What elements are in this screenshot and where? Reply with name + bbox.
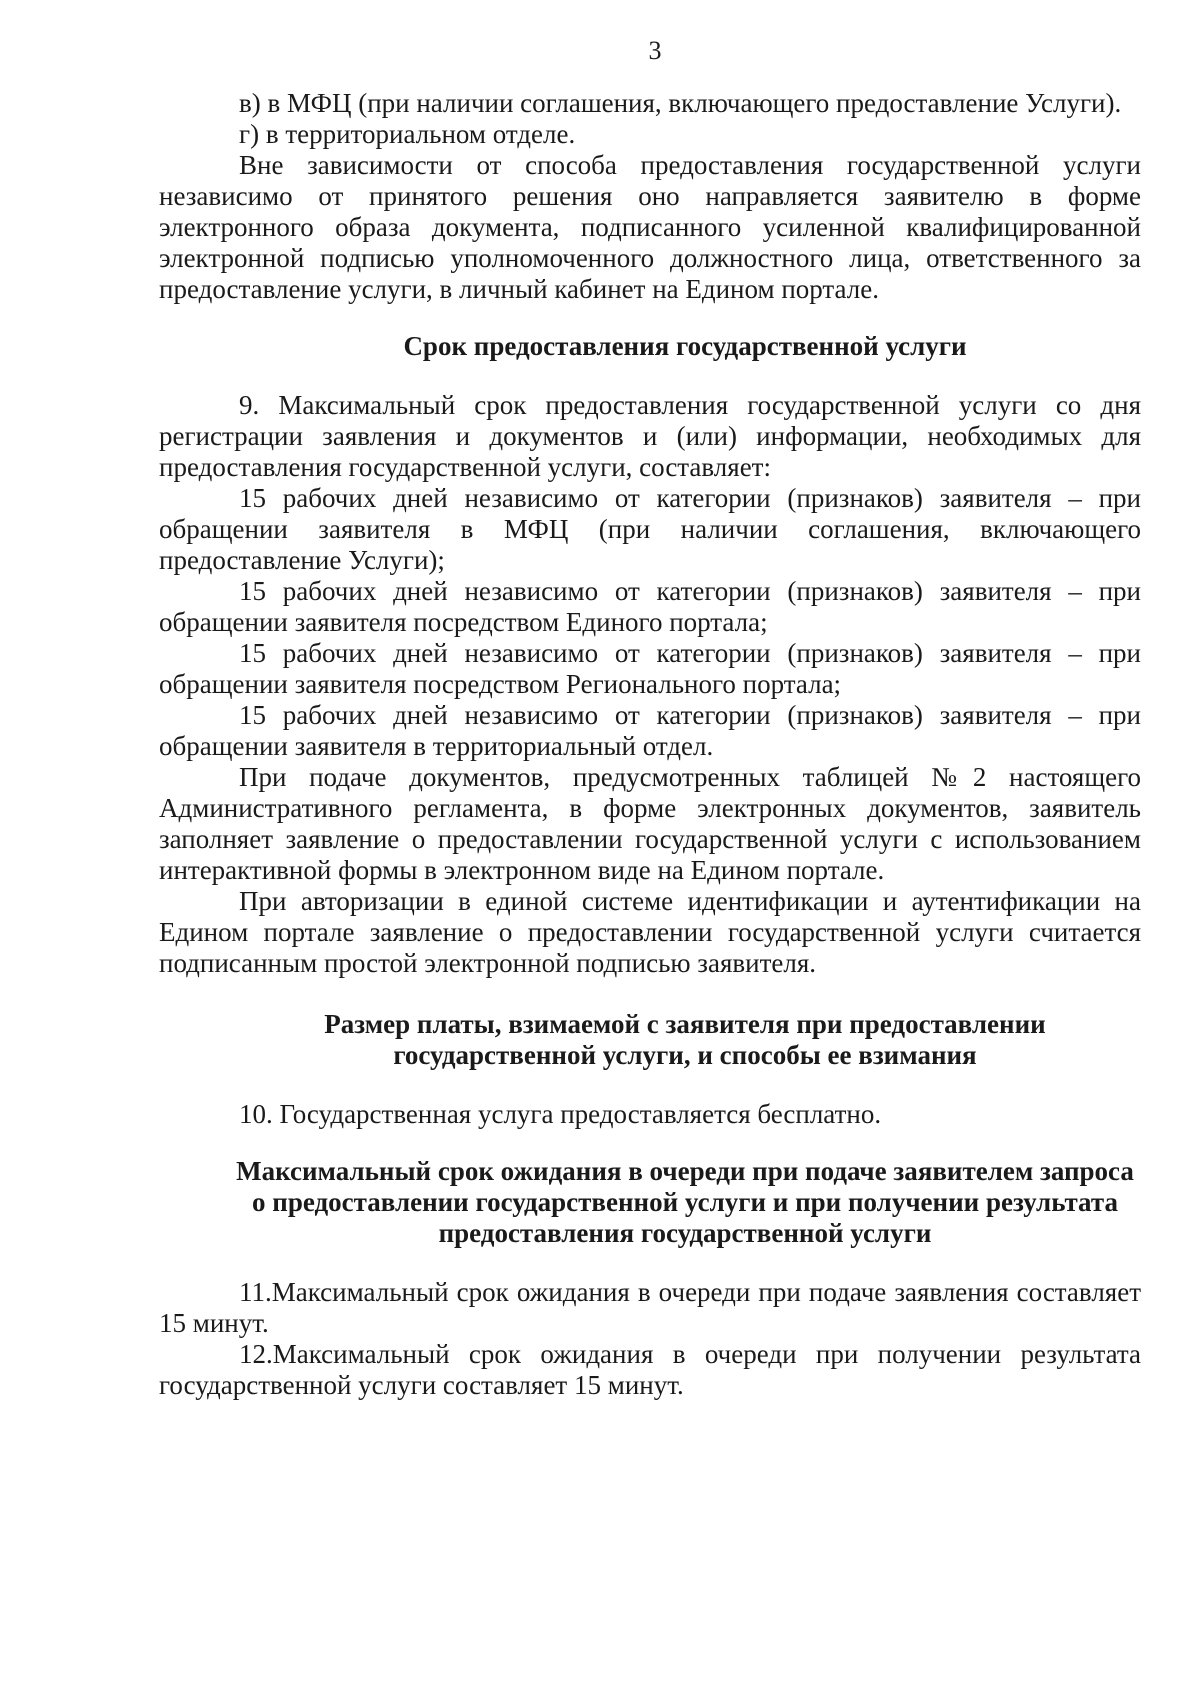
paragraph-term-territorial: 15 рабочих дней независимо от категории (признаков) заявителя – при обращении заявителя в территориальный отдел. xyxy=(159,700,1141,761)
paragraph-term-unified-portal: 15 рабочих дней независимо от категории (признаков) заявителя – при обращении заявителя посредством Единого портала; xyxy=(159,576,1141,637)
heading-service-term: Срок предоставления государственной услуги xyxy=(403,331,967,361)
paragraph-term-mfc: 15 рабочих дней независимо от категории (признаков) заявителя – при обращении заявителя в МФЦ (при наличии соглашения, включающего предоставление Услуги); xyxy=(159,483,1141,575)
paragraph-term-9: 9. Максимальный срок предоставления государственной услуги со дня регистрации заявления и документов и (или) информации, необходимых для предоставления государственной услуги, составляет: xyxy=(159,390,1141,482)
paragraph-fee-10: 10. Государственная услуга предоставляется бесплатно. xyxy=(239,1099,882,1129)
paragraph-result-delivery: Вне зависимости от способа предоставления государственной услуги независимо от принятого решения оно направляется заявителю в форме электронного образа документа, подписанного усиленной квалифицированной электронной подписью уполномоченного должностного лица, ответственного за предоставление услуги, в личный кабинет на Едином портале. xyxy=(159,150,1141,304)
heading-fee: Размер платы, взимаемой с заявителя при предоставлении государственной услуги, и способы ее взимания xyxy=(324,1009,1046,1070)
paragraph-authorization: При авторизации в единой системе идентификации и аутентификации на Едином портале заявление о предоставлении государственной услуги считается подписанным простой электронной подписью заявителя. xyxy=(159,886,1141,978)
paragraph-queue-12: 12.Максимальный срок ожидания в очереди при получении результата государственной услуги составляет 15 минут. xyxy=(159,1339,1141,1400)
paragraph-territorial: г) в территориальном отделе. xyxy=(239,119,576,149)
document-body xyxy=(159,88,1141,1401)
paragraph-electronic-submission: При подаче документов, предусмотренных таблицей №2 настоящего Административного регламента, в форме электронных документов, заявитель заполняет заявление о предоставлении государственной услуги с использованием интерактивной формы в электронном виде на Едином портале. xyxy=(159,762,1141,885)
paragraph-queue-11: 11.Максимальный срок ожидания в очереди при подаче заявления составляет 15 минут. xyxy=(159,1277,1141,1338)
page-number: 3 xyxy=(648,36,662,65)
heading-queue-time: Максимальный срок ожидания в очереди при подаче заявителем запроса о предоставлении государственной услуги и при получении результата предоставления государственной услуги xyxy=(236,1156,1134,1248)
paragraph-term-regional-portal: 15 рабочих дней независимо от категории (признаков) заявителя – при обращении заявителя посредством Регионального портала; xyxy=(159,638,1141,699)
paragraph-mfc: в) в МФЦ (при наличии соглашения, включающего предоставление Услуги). xyxy=(239,88,1122,118)
